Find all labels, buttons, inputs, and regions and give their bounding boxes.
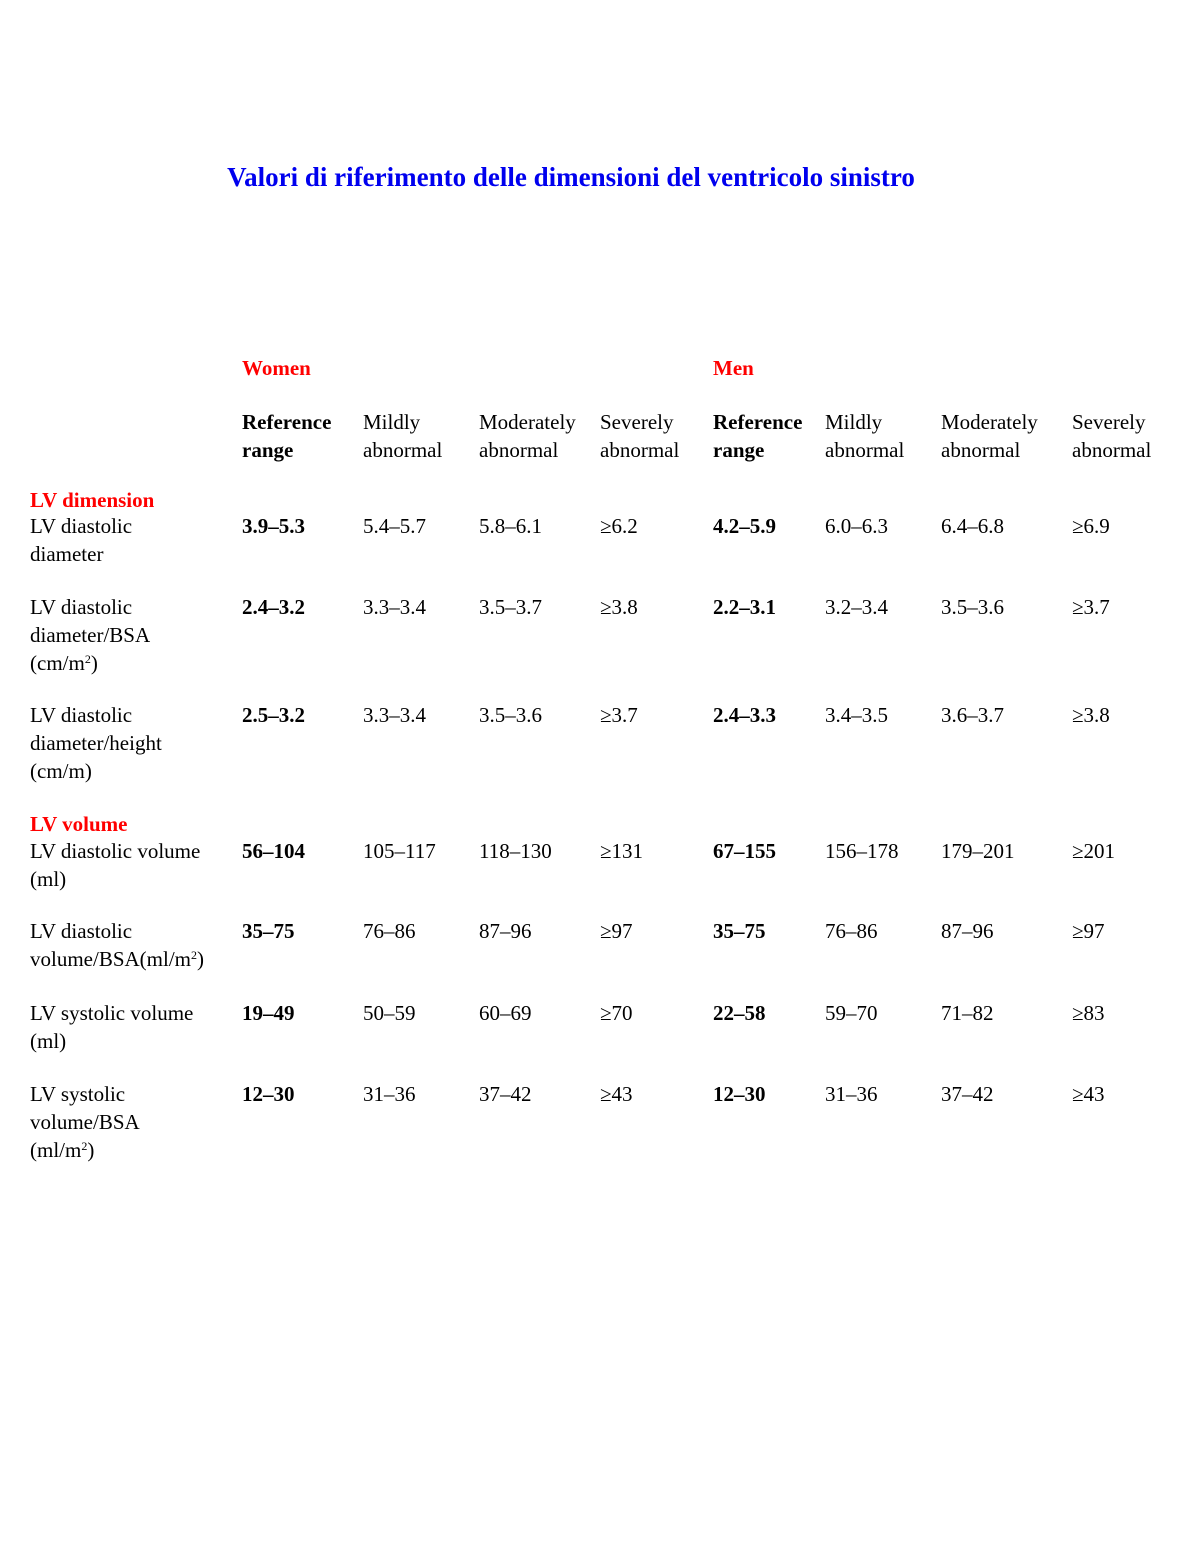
women-moderately-value: 87–96 <box>479 919 532 943</box>
column-header-line: Mildly <box>825 410 883 434</box>
men-mildly-value: 76–86 <box>825 919 878 943</box>
men-severely-value: ≥3.7 <box>1072 595 1110 619</box>
row-label-line <box>30 945 204 973</box>
superscript: 2 <box>191 948 198 962</box>
superscript: 2 <box>84 652 91 666</box>
column-header-line: Severely <box>600 410 674 434</box>
men-severely-value: ≥83 <box>1072 1001 1105 1025</box>
women-moderately-value: 118–130 <box>479 839 552 863</box>
section-heading-lv-dimension: LV dimension <box>30 488 155 512</box>
men-moderately-value: 3.5–3.6 <box>941 595 1004 619</box>
row-label-text: (cm/m <box>30 651 85 675</box>
men-reference-value: 2.2–3.1 <box>713 595 776 619</box>
row-label-line <box>30 649 150 677</box>
women-moderately-value: 3.5–3.6 <box>479 703 542 727</box>
row-label-text: volume/BSA(ml/m <box>30 947 192 971</box>
men-moderately-value: 37–42 <box>941 1082 994 1106</box>
women-reference-value: 56–104 <box>242 839 305 863</box>
women-moderately-value: 3.5–3.7 <box>479 595 542 619</box>
row-label-line: LV diastolic <box>30 595 133 619</box>
women-moderately-value: 5.8–6.1 <box>479 514 542 538</box>
section-heading-lv-volume: LV volume <box>30 812 128 836</box>
men-reference-value: 35–75 <box>713 919 766 943</box>
women-severely-value: ≥43 <box>600 1082 633 1106</box>
column-header-line: range <box>713 438 765 462</box>
men-severely-value: ≥6.9 <box>1072 514 1110 538</box>
row-label-line: volume/BSA <box>30 1110 140 1134</box>
men-mildly-value: 6.0–6.3 <box>825 514 888 538</box>
women-mildly-value: 31–36 <box>363 1082 416 1106</box>
men-reference-value: 12–30 <box>713 1082 766 1106</box>
column-header-line: range <box>242 438 294 462</box>
women-group-header: Women <box>242 356 311 380</box>
men-moderately-value: 6.4–6.8 <box>941 514 1004 538</box>
men-severely-header <box>1072 408 1151 464</box>
women-reference-value: 3.9–5.3 <box>242 514 305 538</box>
women-severely-value: ≥70 <box>600 1001 633 1025</box>
row-label-line: LV diastolic <box>30 514 133 538</box>
women-reference-value: 35–75 <box>242 919 295 943</box>
men-mildly-value: 59–70 <box>825 1001 878 1025</box>
men-mildly-value: 156–178 <box>825 839 899 863</box>
row-label-line: diameter <box>30 542 104 566</box>
women-mildly-header <box>363 408 442 464</box>
row-label <box>30 1080 140 1164</box>
men-reference-header <box>713 408 802 464</box>
column-header-line: Severely <box>1072 410 1146 434</box>
women-moderately-value: 60–69 <box>479 1001 532 1025</box>
men-reference-value: 22–58 <box>713 1001 766 1025</box>
women-severely-value: ≥3.7 <box>600 703 638 727</box>
men-mildly-value: 31–36 <box>825 1082 878 1106</box>
women-moderately-header <box>479 408 576 464</box>
column-header-line: Moderately <box>479 410 576 434</box>
men-reference-value: 2.4–3.3 <box>713 703 776 727</box>
row-label-text: ) <box>87 1138 95 1162</box>
women-reference-value: 2.5–3.2 <box>242 703 305 727</box>
row-label <box>30 999 193 1055</box>
women-severely-value: ≥3.8 <box>600 595 638 619</box>
women-mildly-value: 76–86 <box>363 919 416 943</box>
women-severely-value: ≥6.2 <box>600 514 638 538</box>
men-mildly-value: 3.2–3.4 <box>825 595 888 619</box>
column-header-line: abnormal <box>825 438 905 462</box>
women-reference-value: 19–49 <box>242 1001 295 1025</box>
column-header-line: abnormal <box>1072 438 1152 462</box>
page-title: Valori di riferimento delle dimensioni del ventricolo sinistro <box>227 162 915 192</box>
row-label-line: (ml) <box>30 1029 67 1053</box>
men-severely-value: ≥201 <box>1072 839 1116 863</box>
men-severely-value: ≥43 <box>1072 1082 1105 1106</box>
row-label-line: LV diastolic <box>30 919 133 943</box>
column-header-line: abnormal <box>600 438 680 462</box>
row-label-text: ) <box>90 651 98 675</box>
column-header-line: abnormal <box>941 438 1021 462</box>
row-label <box>30 593 150 677</box>
row-label-line <box>30 1136 140 1164</box>
row-label-line: LV diastolic volume <box>30 839 201 863</box>
row-label-line: LV systolic <box>30 1082 126 1106</box>
women-mildly-value: 105–117 <box>363 839 436 863</box>
men-severely-value: ≥3.8 <box>1072 703 1110 727</box>
column-header-line: Moderately <box>941 410 1038 434</box>
men-mildly-header <box>825 408 904 464</box>
men-moderately-value: 71–82 <box>941 1001 994 1025</box>
column-header-line: Reference <box>242 410 332 434</box>
row-label <box>30 917 204 973</box>
superscript: 2 <box>81 1139 88 1153</box>
women-severely-header <box>600 408 679 464</box>
men-moderately-value: 179–201 <box>941 839 1015 863</box>
men-reference-value: 4.2–5.9 <box>713 514 776 538</box>
men-moderately-value: 87–96 <box>941 919 994 943</box>
women-reference-value: 12–30 <box>242 1082 295 1106</box>
row-label-line: (cm/m) <box>30 759 92 783</box>
women-severely-value: ≥131 <box>600 839 644 863</box>
row-label-line: LV diastolic <box>30 703 133 727</box>
men-reference-value: 67–155 <box>713 839 776 863</box>
row-label-line: LV systolic volume <box>30 1001 194 1025</box>
row-label <box>30 701 162 785</box>
men-severely-value: ≥97 <box>1072 919 1105 943</box>
row-label-line: diameter/height <box>30 731 162 755</box>
women-mildly-value: 3.3–3.4 <box>363 595 426 619</box>
men-mildly-value: 3.4–3.5 <box>825 703 888 727</box>
men-moderately-header <box>941 408 1038 464</box>
men-moderately-value: 3.6–3.7 <box>941 703 1004 727</box>
women-reference-header <box>242 408 331 464</box>
women-severely-value: ≥97 <box>600 919 633 943</box>
row-label <box>30 837 200 893</box>
column-header-line: Mildly <box>363 410 421 434</box>
column-header-line: Reference <box>713 410 803 434</box>
column-header-line: abnormal <box>363 438 443 462</box>
women-mildly-value: 5.4–5.7 <box>363 514 426 538</box>
row-label-text: (ml/m <box>30 1138 82 1162</box>
row-label-line: (ml) <box>30 867 67 891</box>
women-reference-value: 2.4–3.2 <box>242 595 305 619</box>
row-label <box>30 512 132 568</box>
women-mildly-value: 3.3–3.4 <box>363 703 426 727</box>
women-moderately-value: 37–42 <box>479 1082 532 1106</box>
row-label-line: diameter/BSA <box>30 623 151 647</box>
column-header-line: abnormal <box>479 438 559 462</box>
women-mildly-value: 50–59 <box>363 1001 416 1025</box>
row-label-text: ) <box>197 947 205 971</box>
men-group-header: Men <box>713 356 754 380</box>
